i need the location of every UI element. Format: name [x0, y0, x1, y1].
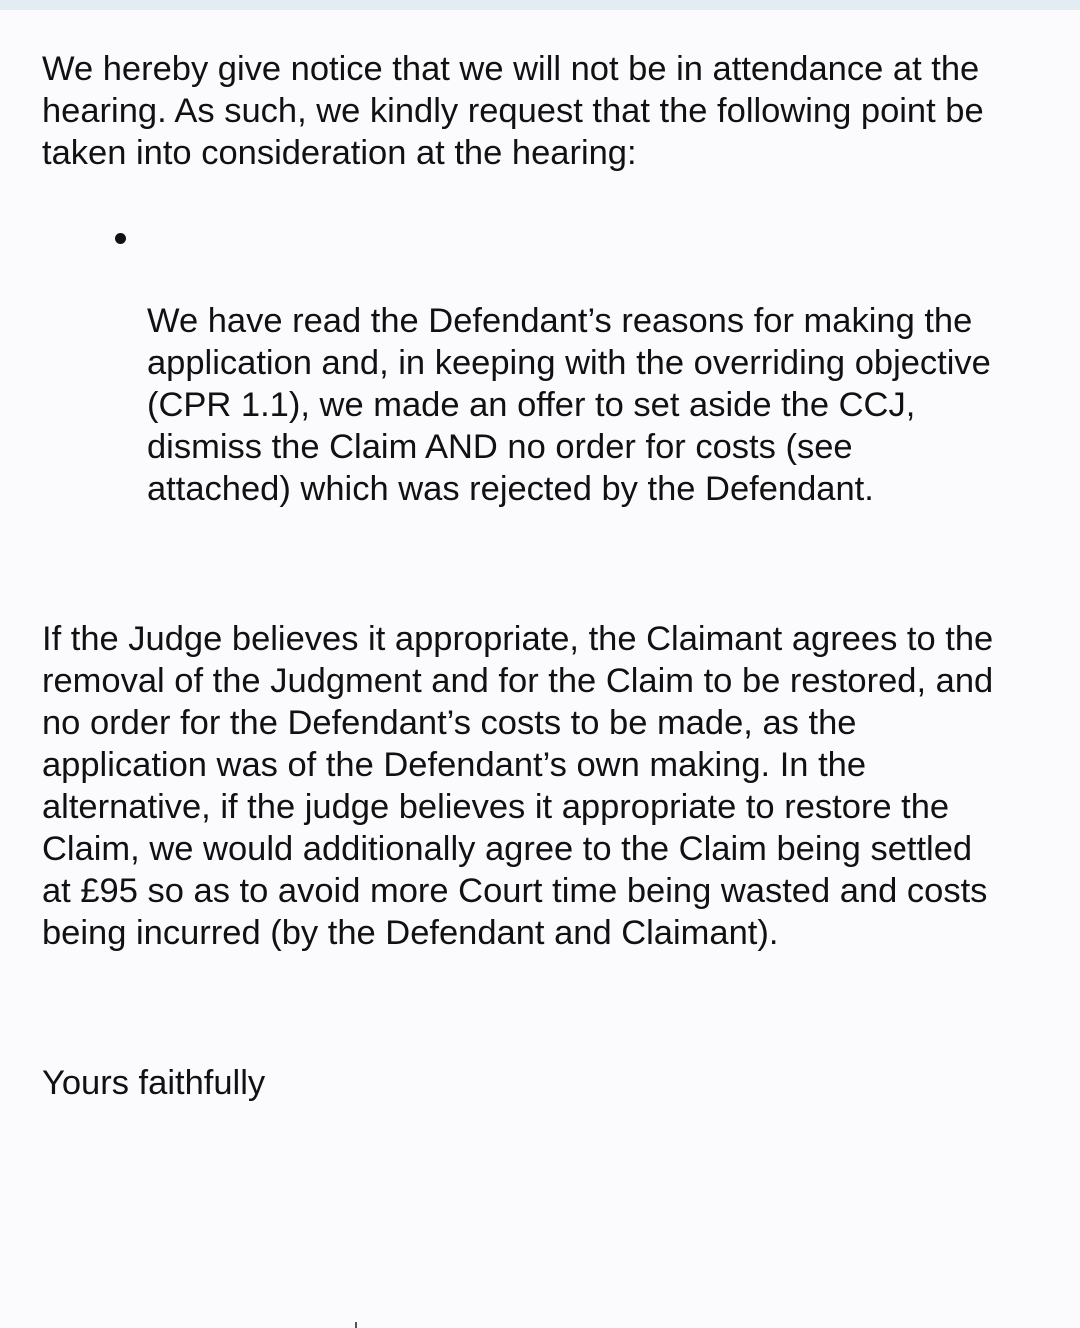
notice-paragraph: We hereby give notice that we will not be in attendance at the hearing. As such, we kindly request that the following point be taken into consideration at the hearing:	[42, 50, 984, 172]
page-edge-mark	[355, 1322, 357, 1328]
bullet-icon	[115, 233, 126, 244]
letter-body	[42, 48, 1042, 1104]
list-item	[147, 216, 1042, 510]
list-item-text: We have read the Defendant’s reasons for making the application and, in keeping with the overriding objective (CPR 1.1), we made an offer to set aside the CCJ, dismiss the Claim AND no order for costs (see attached) which was rejected by the Defendant.	[147, 302, 991, 508]
points-list	[42, 216, 1042, 510]
top-edge-strip	[0, 0, 1080, 10]
judge-paragraph: If the Judge believes it appropriate, the Claimant agrees to the removal of the Judgment and for the Claim to be restored, and no order for the Defendant’s costs to be made, as the application was of the Defendant’s own making. In the alternative, if the judge believes it appropriate to restore the Claim, we would additionally agree to the Claim being settled at £95 so as to avoid more Court time being wasted and costs being incurred (by the Defendant and Claimant).	[42, 620, 994, 952]
closing-signoff: Yours faithfully	[42, 1064, 266, 1102]
